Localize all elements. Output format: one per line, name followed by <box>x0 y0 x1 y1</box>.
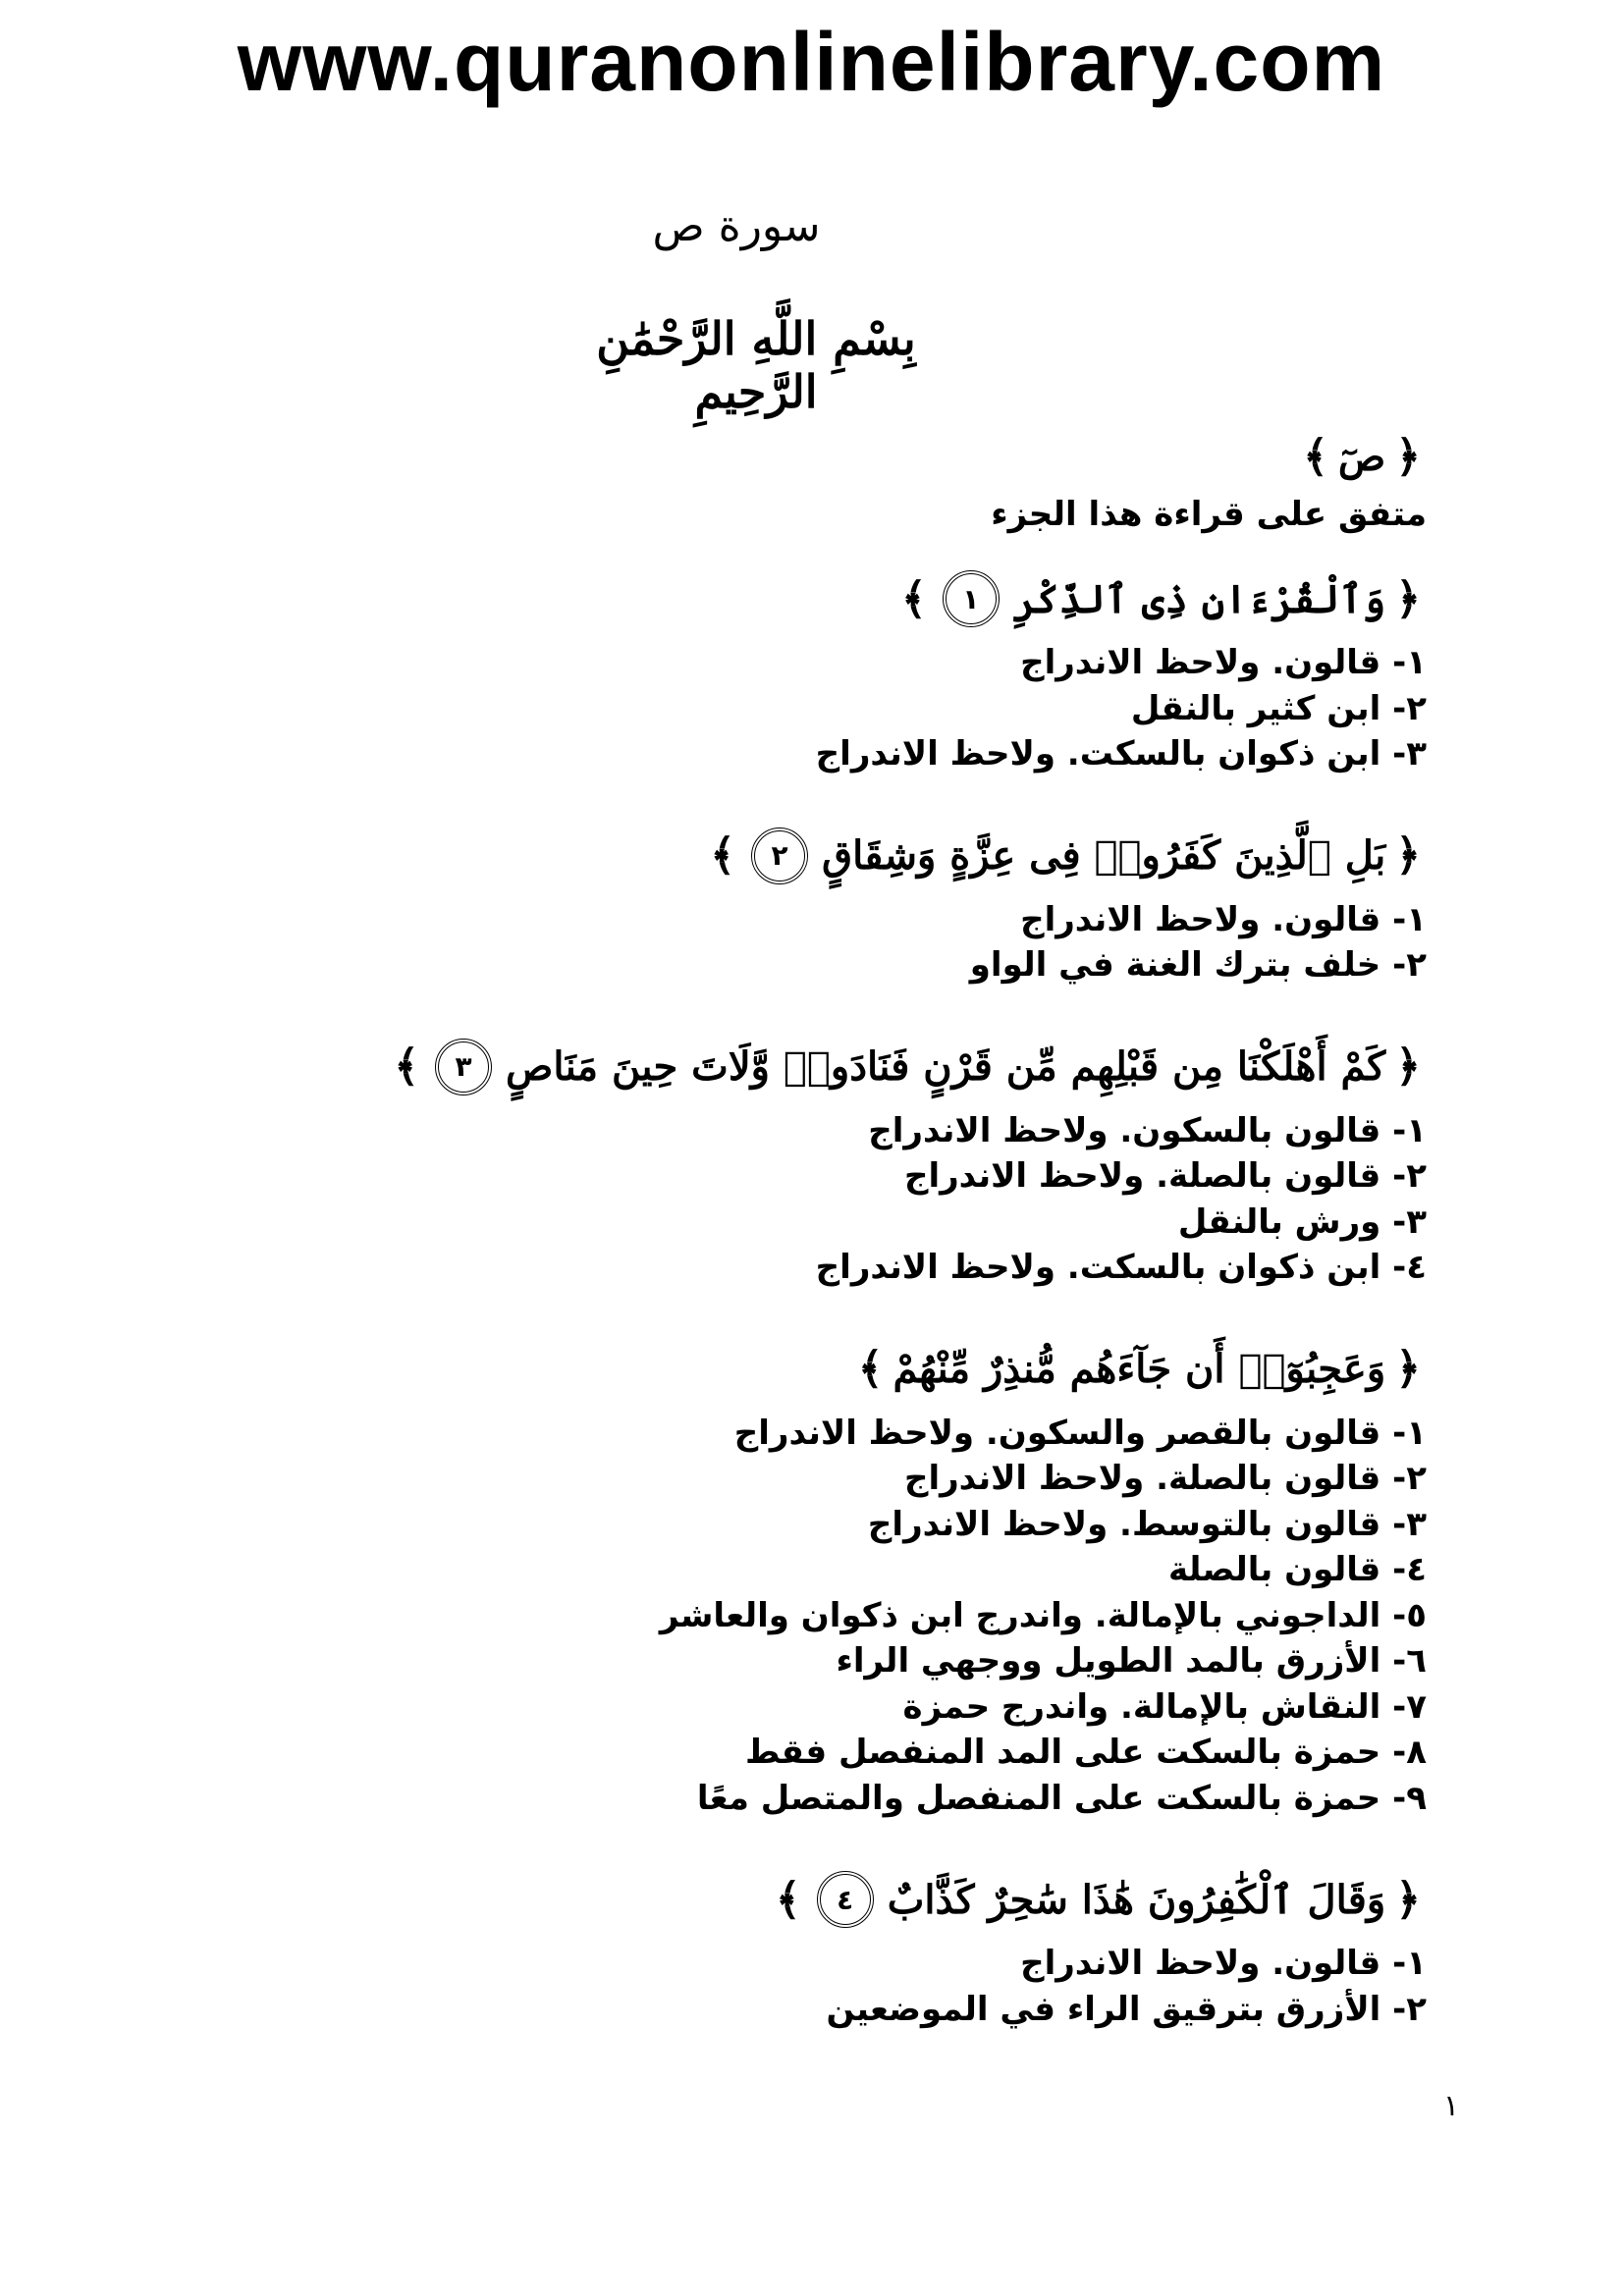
reading-item: ٢- قالون بالصلة. ولاحظ الاندراج <box>903 1156 1427 1196</box>
reading-item: ٣- ابن ذكوان بالسكت. ولاحظ الاندراج <box>815 734 1427 774</box>
reading-item: ٥- الداجوني بالإمالة. واندرج ابن ذكوان والعاشر <box>659 1595 1427 1635</box>
reading-item: ١- قالون. ولاحظ الاندراج <box>1020 1944 1427 1983</box>
page-number: ١ <box>1443 2089 1460 2123</box>
open-bracket: ﴿ <box>1395 1344 1421 1394</box>
close-bracket: ﴾ <box>394 1041 420 1092</box>
verse-line <box>150 1026 1427 1108</box>
verse-text: صٓ <box>1337 433 1386 480</box>
intro-verse <box>150 422 1427 491</box>
open-bracket: ﴿ <box>1395 1874 1421 1925</box>
close-bracket: ﴾ <box>901 573 927 624</box>
reading-item: ٩- حمزة بالسكت على المنفصل والمتصل معًا <box>696 1778 1427 1818</box>
verse-line <box>150 558 1427 640</box>
reading-item: ١- قالون بالسكون. ولاحظ الاندراج <box>868 1110 1427 1150</box>
verse-text: وَعَجِبُوٓا۟ أَن جَآءَهُم مُّنذِرٌ مِّنْهُمْ <box>893 1346 1386 1392</box>
verse-block <box>150 1328 1427 1822</box>
ayah-number-marker: ٤ <box>817 1871 874 1928</box>
reading-item: ٤- قالون بالصلة <box>1168 1550 1427 1589</box>
verse-text: وَٱلْقُرْءَانِ ذِى ٱلذِّكْرِ <box>1012 575 1386 622</box>
verse-block <box>150 558 1427 777</box>
verse-text: وَقَالَ ٱلْكَٰفِرُونَ هَٰذَا سَٰحِرٌ كَذَّابٌ <box>887 1876 1386 1923</box>
reading-item: ٦- الأزرق بالمد الطويل ووجهي الراء <box>836 1641 1427 1681</box>
reading-item: ١- قالون. ولاحظ الاندراج <box>1020 899 1427 939</box>
verse-block <box>150 1026 1427 1291</box>
surah-title: سورة ص <box>652 201 821 251</box>
reading-item: ٣- ورش بالنقل <box>1177 1201 1427 1242</box>
ayah-number-marker: ٣ <box>435 1039 492 1095</box>
reading-item: ٧- النقاش بالإمالة. واندرج حمزة <box>902 1686 1427 1727</box>
close-bracket: ﴾ <box>710 830 736 881</box>
open-bracket: ﴿ <box>1395 573 1421 624</box>
open-bracket: ﴿ <box>1395 431 1421 482</box>
reading-item: ١- قالون بالقصر والسكون. ولاحظ الاندراج <box>733 1413 1427 1453</box>
verse-text: بَلِ ٱلَّذِينَ كَفَرُوا۟ فِى عِزَّةٍ وَشِقَاقٍ <box>822 832 1386 879</box>
open-bracket: ﴿ <box>1395 1041 1421 1092</box>
verse-text: كَمْ أَهْلَكْنَا مِن قَبْلِهِم مِّن قَرْنٍ فَنَادَوا۟ وَّلَاتَ حِينَ مَنَاصٍ <box>506 1043 1386 1090</box>
close-bracket: ﴾ <box>1303 431 1328 482</box>
reading-item: ٢- خلف بترك الغنة في الواو <box>969 945 1427 985</box>
ayah-number-marker: ٢ <box>751 828 808 884</box>
intro-note: متفق على قراءة هذا الجزء <box>991 495 1427 534</box>
reading-item: ١- قالون. ولاحظ الاندراج <box>1020 643 1427 682</box>
verse-line <box>150 1858 1427 1941</box>
close-bracket: ﴾ <box>857 1344 884 1394</box>
close-bracket: ﴾ <box>775 1874 801 1925</box>
verse-block <box>150 815 1427 988</box>
content <box>150 422 1427 2069</box>
reading-item: ٢- الأزرق بترقيق الراء في الموضعين <box>826 1989 1427 2029</box>
reading-item: ٣- قالون بالتوسط. ولاحظ الاندراج <box>867 1504 1427 1544</box>
open-bracket: ﴿ <box>1395 830 1421 881</box>
basmala: بِسْمِ اللَّهِ الرَّحْمَٰنِ الرَّحِيمِ <box>596 312 916 418</box>
reading-item: ٤- ابن ذكوان بالسكت. ولاحظ الاندراج <box>815 1248 1427 1287</box>
reading-item: ٢- قالون بالصلة. ولاحظ الاندراج <box>903 1459 1427 1498</box>
ayah-number-marker: ١ <box>943 570 1000 627</box>
reading-item: ٢- ابن كثير بالنقل <box>1130 688 1427 728</box>
verse-block <box>150 1858 1427 2032</box>
verse-line <box>150 815 1427 897</box>
verse-line <box>150 1328 1427 1411</box>
site-header: www.quranonlinelibrary.com <box>237 16 1386 108</box>
reading-item: ٨- حمزة بالسكت على المد المنفصل فقط <box>745 1733 1427 1772</box>
